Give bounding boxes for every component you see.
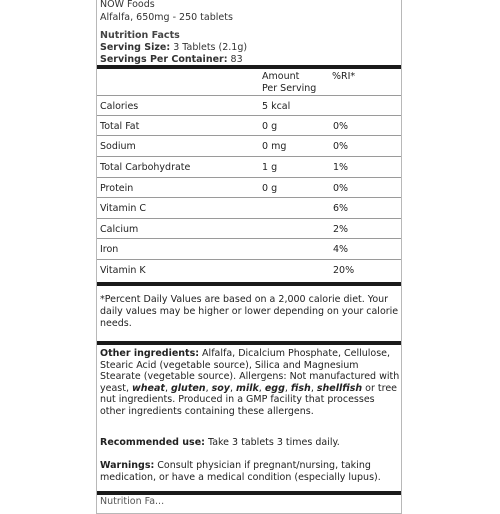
allergen: fish [290,382,311,394]
nutrient-row [97,95,401,116]
allergen: soy [211,382,230,394]
daily-value-footnote: *Percent Daily Values are based on a 2,000 calorie diet. Your daily values may be higher or lower depending on your calorie needs. [100,294,399,329]
column-header-amount [262,71,316,95]
column-header-amount-line2: Per Serving [262,83,317,94]
allergen: shellfish [316,382,363,394]
nutrient-name: Vitamin K [100,265,146,276]
separator: , [258,382,265,394]
warnings-label: Warnings: [100,460,155,471]
allergen: egg [264,382,285,394]
ingredients-text: Alfalfa, Dicalcium Phosphate, Cellulose, Stearic Acid (vegetable source), Silica and Magnesium Stearate (vegetable source). Allergens: Not manufactured with yeast, [100,348,400,394]
cutoff-text: Nutrition Fa... [100,496,165,507]
nutrient-row [97,135,401,156]
nutrient-amount: 1 g [262,162,278,173]
separator: , [230,382,237,394]
nutrient-amount: 5 kcal [262,101,291,112]
separator: , [164,382,171,394]
ingredients-text-end: or tree nut ingredients. Produced in a GMP facility that processes other ingredients containing these allergens. [100,382,398,417]
usage-text: Take 3 tablets 3 times daily. [204,437,340,448]
thick-divider [97,341,401,345]
thick-divider [97,282,401,286]
serving-size-label: Serving Size: [100,42,171,53]
brand-name: NOW Foods [100,0,155,10]
nutrient-row [97,197,401,218]
nutrient-ri: 2% [333,224,349,235]
allergen: wheat [132,382,165,394]
nutrient-name: Total Carbohydrate [100,162,191,173]
thick-divider [97,65,401,69]
allergen: gluten [171,382,206,394]
nutrient-ri: 20% [333,265,355,276]
column-header-ri: %RI* [332,71,356,82]
nutrient-name: Vitamin C [100,203,147,214]
nutrient-name: Protein [100,183,134,194]
servings-value: 83 [230,54,243,65]
nutrient-ri: 4% [333,244,349,255]
nutrient-row [97,156,401,177]
separator: , [284,382,291,394]
thick-divider [97,491,401,495]
servings-label: Servings Per Container: [100,54,228,65]
serving-size [100,42,247,53]
nutrient-ri: 6% [333,203,349,214]
nutrient-row [97,218,401,239]
allergen: milk [236,382,259,394]
ingredients-label: Other ingredients: [100,348,200,359]
nutrient-row [97,115,401,136]
warnings-text: Consult physician if pregnant/nursing, taking medication, or have a medical condition (especially lupus). [100,460,381,483]
nutrient-amount: 0 g [262,121,278,132]
servings-per-container [100,54,243,65]
other-ingredients [100,348,400,417]
nutrient-name: Calories [100,101,139,112]
nutrient-name: Sodium [100,141,136,152]
recommended-use [100,437,400,448]
nutrient-ri: 0% [333,141,349,152]
nutrient-ri: 1% [333,162,349,173]
usage-label: Recommended use: [100,437,205,448]
nutrient-name: Calcium [100,224,139,235]
nutrient-amount: 0 mg [262,141,287,152]
nutrient-row [97,177,401,198]
warnings [100,460,400,483]
nutrient-ri: 0% [333,183,349,194]
separator: , [310,382,317,394]
nutrient-name: Total Fat [100,121,140,132]
nutrient-amount: 0 g [262,183,278,194]
nutrition-facts-title: Nutrition Facts [100,30,180,41]
nutrient-row [97,238,401,259]
nutrient-ri: 0% [333,121,349,132]
product-name: Alfalfa, 650mg - 250 tablets [100,12,233,23]
column-header-amount-line1: Amount [262,71,300,82]
separator: , [205,382,212,394]
serving-size-value: 3 Tablets (2.1g) [173,42,248,53]
nutrient-row [97,259,401,280]
nutrient-name: Iron [100,244,119,255]
